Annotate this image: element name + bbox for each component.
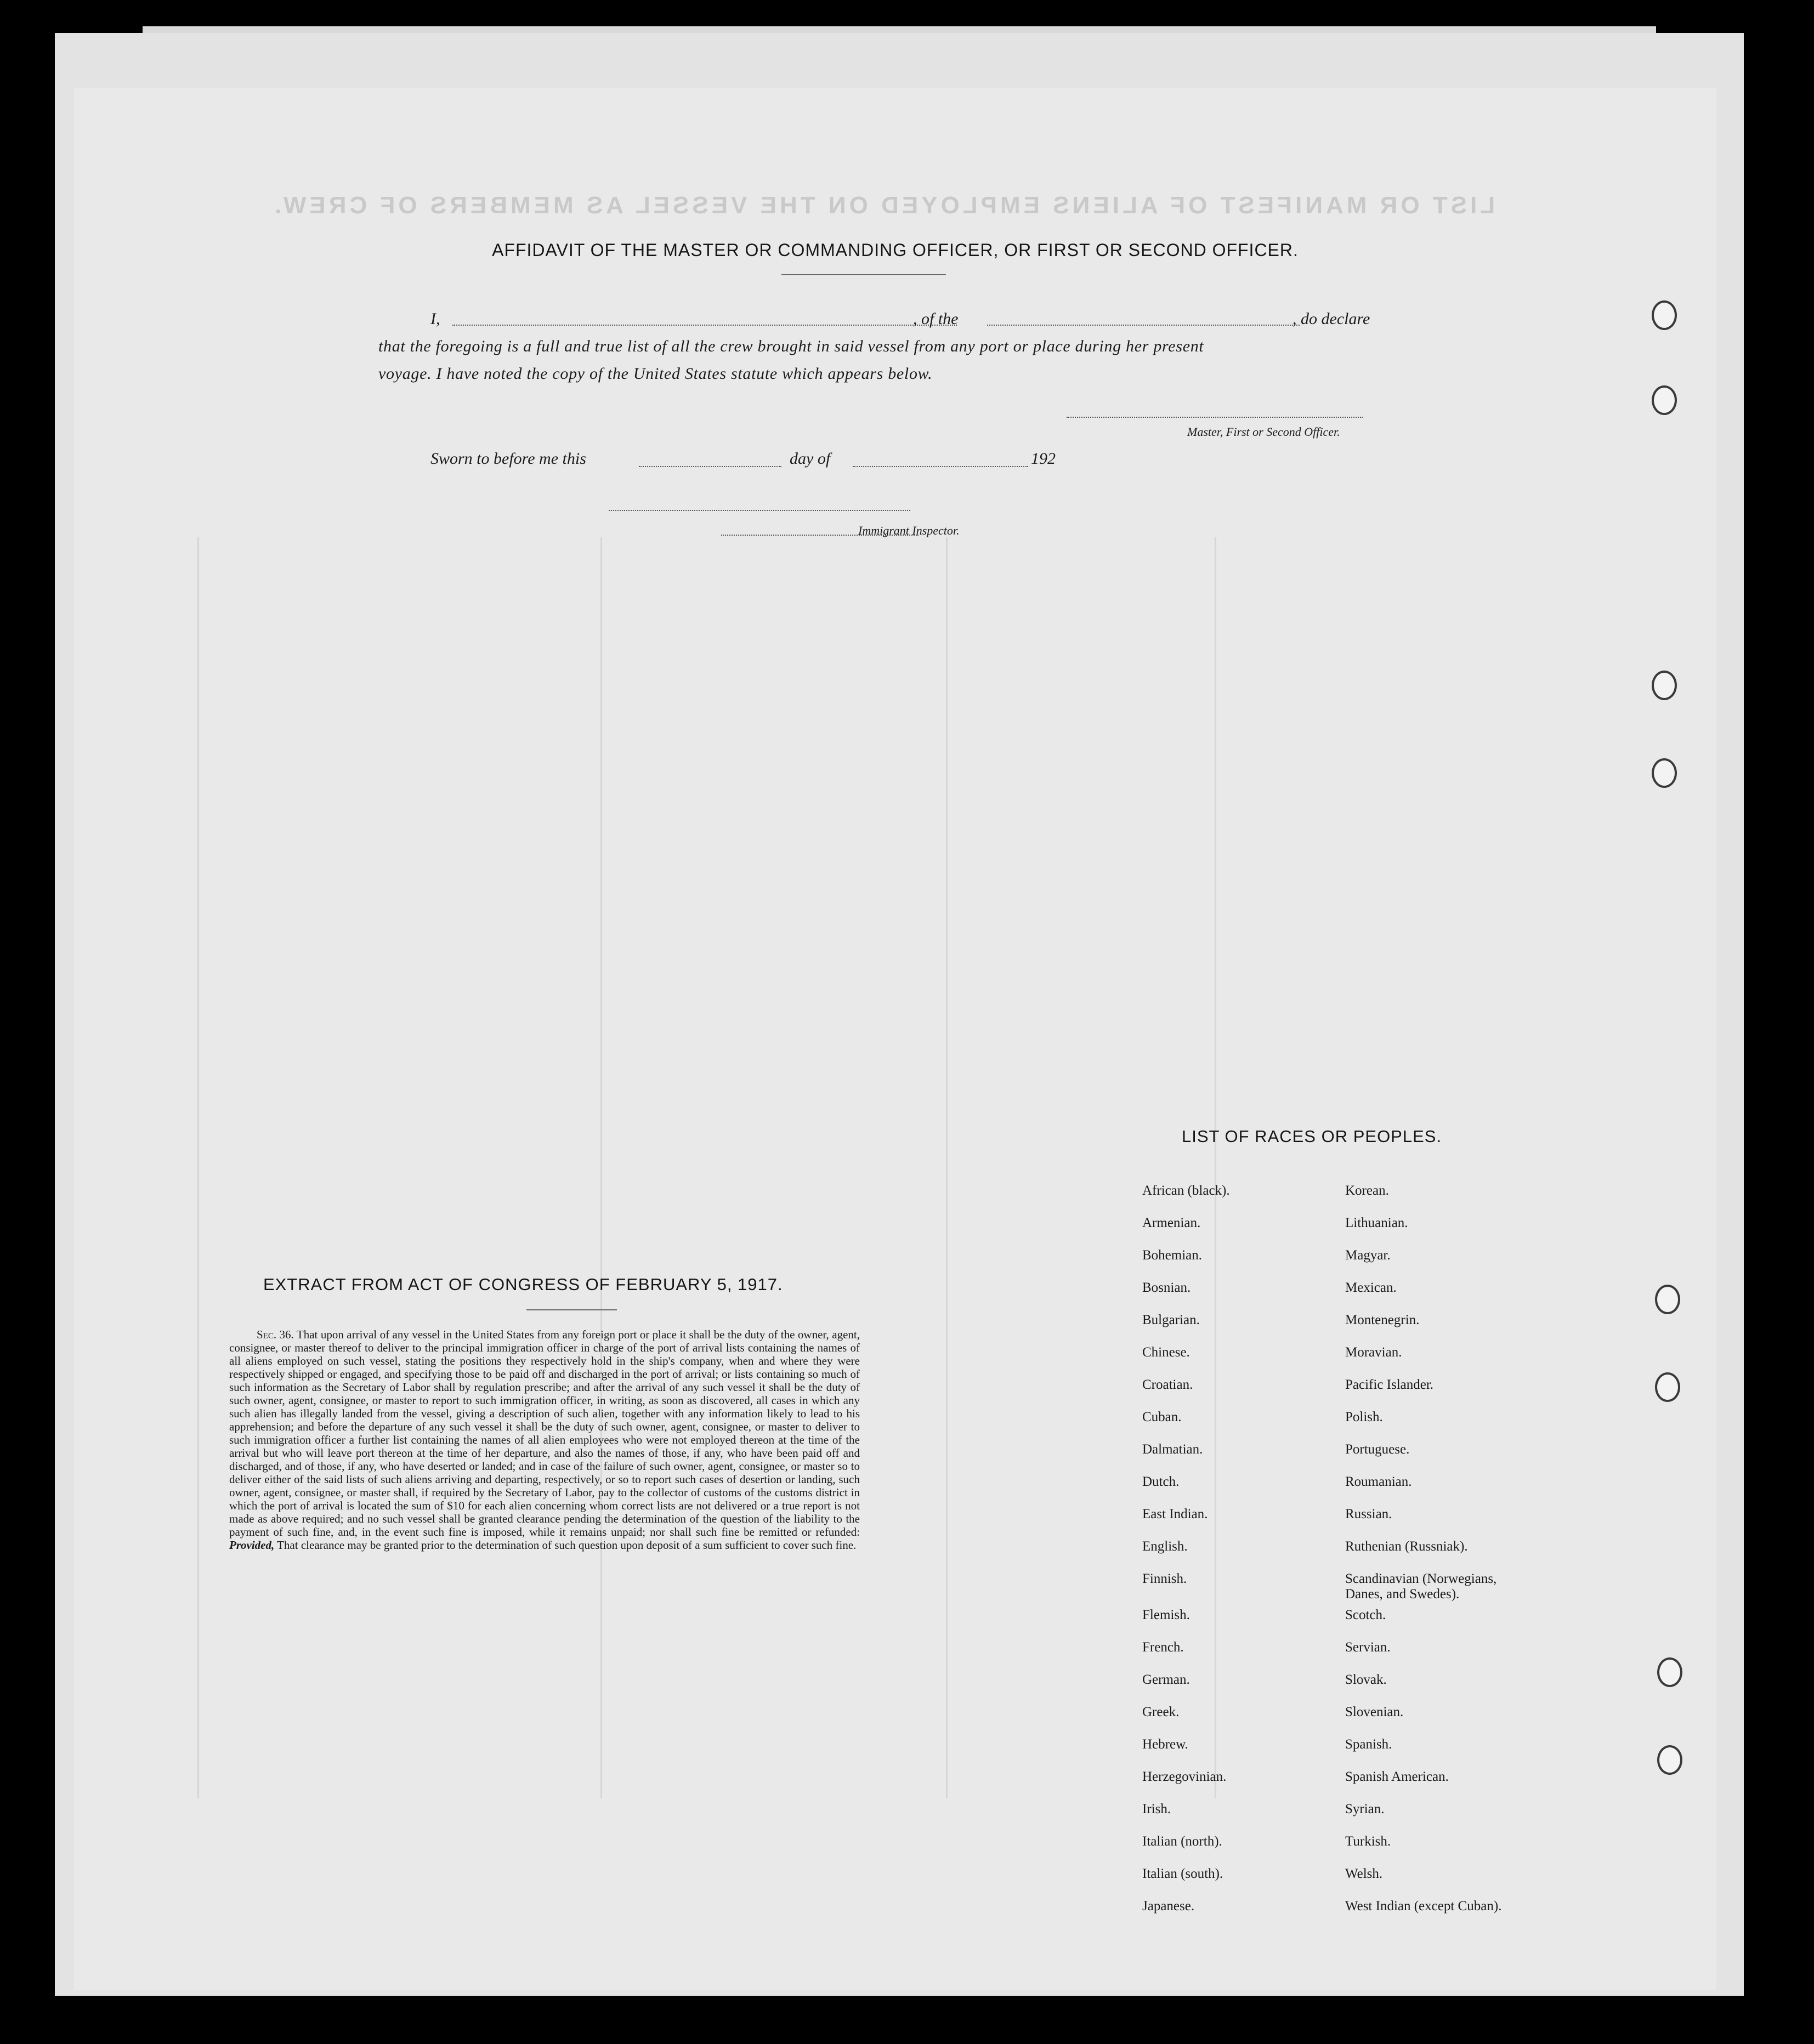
race-right-item: Ruthenian (Russniak). (1345, 1539, 1468, 1554)
sworn-prefix: Sworn to before me this (430, 450, 586, 468)
sworn-day-label: day of (790, 450, 831, 468)
declaration-line: voyage. I have noted the copy of the United States statute which appears below. (378, 365, 933, 383)
inspector-caption: Immigrant Inspector. (858, 524, 960, 537)
month-blank (853, 466, 1028, 467)
punch-hole (1652, 385, 1677, 415)
race-right-item: Scandinavian (Norwegians, Danes, and Swedes). (1345, 1571, 1497, 1602)
section-label: Sec. 36. (257, 1328, 294, 1341)
affidavit-title: AFFIDAVIT OF THE MASTER OR COMMANDING OFFICER, OR FIRST OR SECOND OFFICER. (492, 240, 1299, 260)
day-blank (639, 466, 781, 467)
race-left-item: Dutch. (1142, 1474, 1180, 1489)
race-left-item: Bosnian. (1142, 1280, 1191, 1295)
bleed-through-rule (946, 537, 948, 1798)
race-left-item: French. (1142, 1640, 1184, 1655)
manifest-page (74, 88, 1716, 1990)
extract-title: EXTRACT FROM ACT OF CONGRESS OF FEBRUARY 5, 1917. (263, 1275, 783, 1294)
declaration-suffix: , do declare (1293, 310, 1370, 328)
race-right-item: Spanish American. (1345, 1769, 1449, 1784)
races-title: LIST OF RACES OR PEOPLES. (1182, 1127, 1442, 1146)
name-blank (452, 325, 957, 326)
race-left-item: Greek. (1142, 1705, 1180, 1719)
race-right-item: Roumanian. (1345, 1474, 1412, 1489)
race-right-item: Moravian. (1345, 1345, 1402, 1360)
race-right-item: Portuguese. (1345, 1442, 1410, 1457)
race-left-item: English. (1142, 1539, 1188, 1554)
race-right-item: Slovenian. (1345, 1705, 1404, 1719)
statute-body: That clearance may be granted prior to the determination of such question upon deposit of a sum sufficient to cover such fine. (277, 1538, 857, 1552)
punch-hole (1652, 671, 1677, 700)
race-left-item: East Indian. (1142, 1507, 1208, 1521)
race-left-item: African (black). (1142, 1183, 1230, 1198)
race-left-item: Flemish. (1142, 1608, 1190, 1622)
bleed-through-rule (600, 537, 602, 1798)
race-right-item: Scotch. (1345, 1608, 1386, 1622)
race-right-item: Slovak. (1345, 1672, 1387, 1687)
race-left-item: Hebrew. (1142, 1737, 1188, 1752)
title-divider (781, 274, 946, 275)
race-left-item: Dalmatian. (1142, 1442, 1203, 1457)
race-left-item: Cuban. (1142, 1410, 1182, 1424)
punch-hole (1657, 1657, 1682, 1687)
declaration-line: that the foregoing is a full and true list of all the crew brought in said vessel from any port or place during her present (378, 337, 1204, 355)
declaration-prefix: I, (430, 310, 440, 328)
statute-proviso: Provided, (229, 1538, 275, 1552)
race-right-item: Syrian. (1345, 1802, 1385, 1816)
race-right-item: Mexican. (1345, 1280, 1397, 1295)
punch-hole (1655, 1285, 1680, 1314)
race-right-item: Welsh. (1345, 1866, 1383, 1881)
bleed-through-rule (1215, 537, 1216, 1798)
race-right-item: Montenegrin. (1345, 1313, 1420, 1327)
race-right-item: Spanish. (1345, 1737, 1392, 1752)
signature-caption: Master, First or Second Officer. (1187, 425, 1340, 439)
race-left-item: Irish. (1142, 1802, 1171, 1816)
race-left-item: Chinese. (1142, 1345, 1190, 1360)
race-left-item: Finnish. (1142, 1571, 1187, 1586)
vessel-blank (987, 325, 1300, 326)
race-left-item: Herzegovinian. (1142, 1769, 1227, 1784)
race-right-item: Russian. (1345, 1507, 1392, 1521)
extract-divider (526, 1309, 617, 1310)
race-left-item: Japanese. (1142, 1899, 1195, 1914)
race-right-item: Pacific Islander. (1345, 1377, 1434, 1392)
bleed-through-title: LIST OR MANIFEST OF ALIENS EMPLOYED ON THE VESSEL AS MEMBERS OF CREW. (271, 192, 1495, 219)
punch-hole (1657, 1745, 1682, 1775)
statute-body: That upon arrival of any vessel in the United States from any foreign port or place it shall be the duty of the owner, agent, consignee, or master thereof to deliver to the principal immigration officer in charge of the port of arrival lists containing the names of all aliens employed on such vessel, stating the positions they respectively hold in the ship's company, when and where they were respectively shipped or engaged, and specifying those to be paid off and discharged in the port of arrival; or lists containing so much of such information as the Secretary of Labor shall by regulation prescribe; and after the arrival of any such vessel it shall be the duty of such owner, agent, consignee, or master to report to such immigration officer, in writing, as soon as discovered, all cases in which any such alien has illegally landed from the vessel, giving a description of such alien, together with any information likely to lead to his apprehension; and before the departure of any such vessel it shall be the duty of such owner, agent, consignee, or master to deliver to such immigration officer a further list containing the names of all alien employees who were not employed thereon at the time of the arrival but who will leave port thereon at the time of her departure, and also the names of those, if any, who have been paid off and discharged, and of those, if any, who have deserted or landed; and in case of the failure of such owner, agent, consignee, or master so to deliver either of the said lists of such aliens arriving and departing, respectively, or so to report such cases of desertion or landing, such owner, agent, consignee, or master shall, if required by the Secretary of Labor, pay to the collector of customs of the customs district in which the port of arrival is located the sum of $10 for each alien concerning whom correct lists are not delivered or a true report is not made as above required; and no such vessel shall be granted clearance pending the determination of the question of the liability to the payment of such fine, and, in the event such fine is imposed, while it remains unpaid; nor shall such fine be remitted or refunded: (229, 1328, 860, 1538)
declaration-mid: , of the (913, 310, 959, 328)
race-left-item: Italian (north). (1142, 1834, 1222, 1849)
race-right-item: Turkish. (1345, 1834, 1391, 1849)
punch-hole (1655, 1372, 1680, 1402)
punch-hole (1652, 758, 1677, 788)
signature-blank (1067, 417, 1363, 418)
race-right-item: Polish. (1345, 1410, 1383, 1424)
race-right-item: Servian. (1345, 1640, 1391, 1655)
race-left-item: Armenian. (1142, 1216, 1201, 1230)
race-left-item: German. (1142, 1672, 1190, 1687)
punch-hole (1652, 300, 1677, 330)
statute-text (229, 1328, 860, 1552)
race-left-item: Croatian. (1142, 1377, 1193, 1392)
race-right-item: Lithuanian. (1345, 1216, 1408, 1230)
race-right-item: West Indian (except Cuban). (1345, 1899, 1502, 1914)
race-left-item: Italian (south). (1142, 1866, 1223, 1881)
race-right-item: Magyar. (1345, 1248, 1391, 1263)
sworn-year: 192 (1031, 450, 1056, 468)
race-left-item: Bulgarian. (1142, 1313, 1200, 1327)
bleed-through-rule (197, 537, 199, 1798)
race-right-item: Korean. (1345, 1183, 1389, 1198)
inspector-blank (609, 510, 910, 511)
race-left-item: Bohemian. (1142, 1248, 1203, 1263)
